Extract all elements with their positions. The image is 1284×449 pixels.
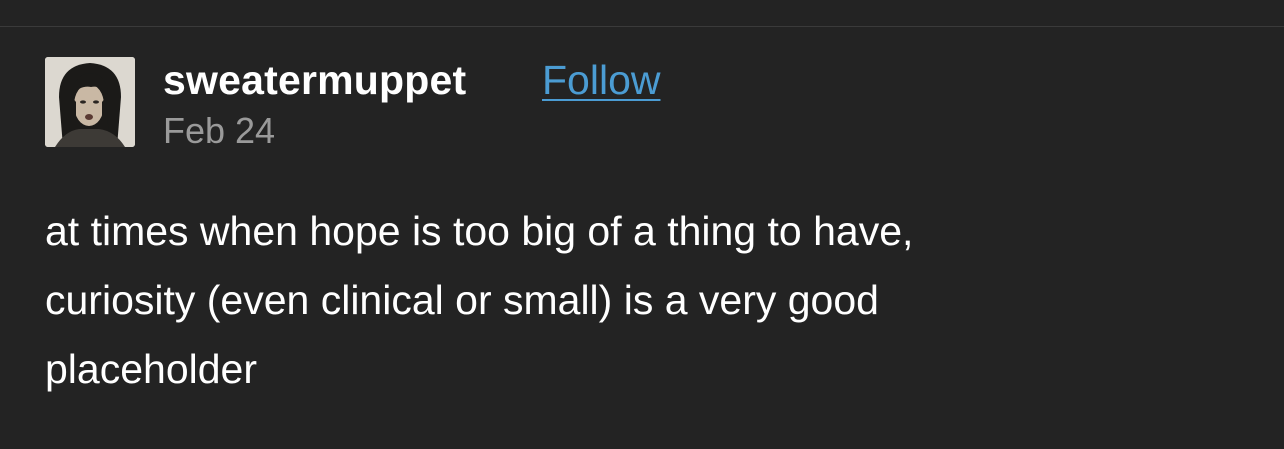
author-username[interactable]: sweatermuppet: [163, 57, 467, 103]
user-avatar-icon: [45, 57, 135, 147]
avatar[interactable]: [45, 57, 135, 147]
post-body-line: curiosity (even clinical or small) is a very good: [45, 277, 879, 323]
post-body-line: placeholder: [45, 346, 257, 392]
post-card: [0, 27, 1284, 449]
post-body-line: at times when hope is too big of a thing to have,: [45, 208, 914, 254]
follow-link[interactable]: Follow: [542, 57, 661, 103]
post-date[interactable]: Feb 24: [163, 110, 276, 151]
post-body: [45, 197, 1225, 404]
